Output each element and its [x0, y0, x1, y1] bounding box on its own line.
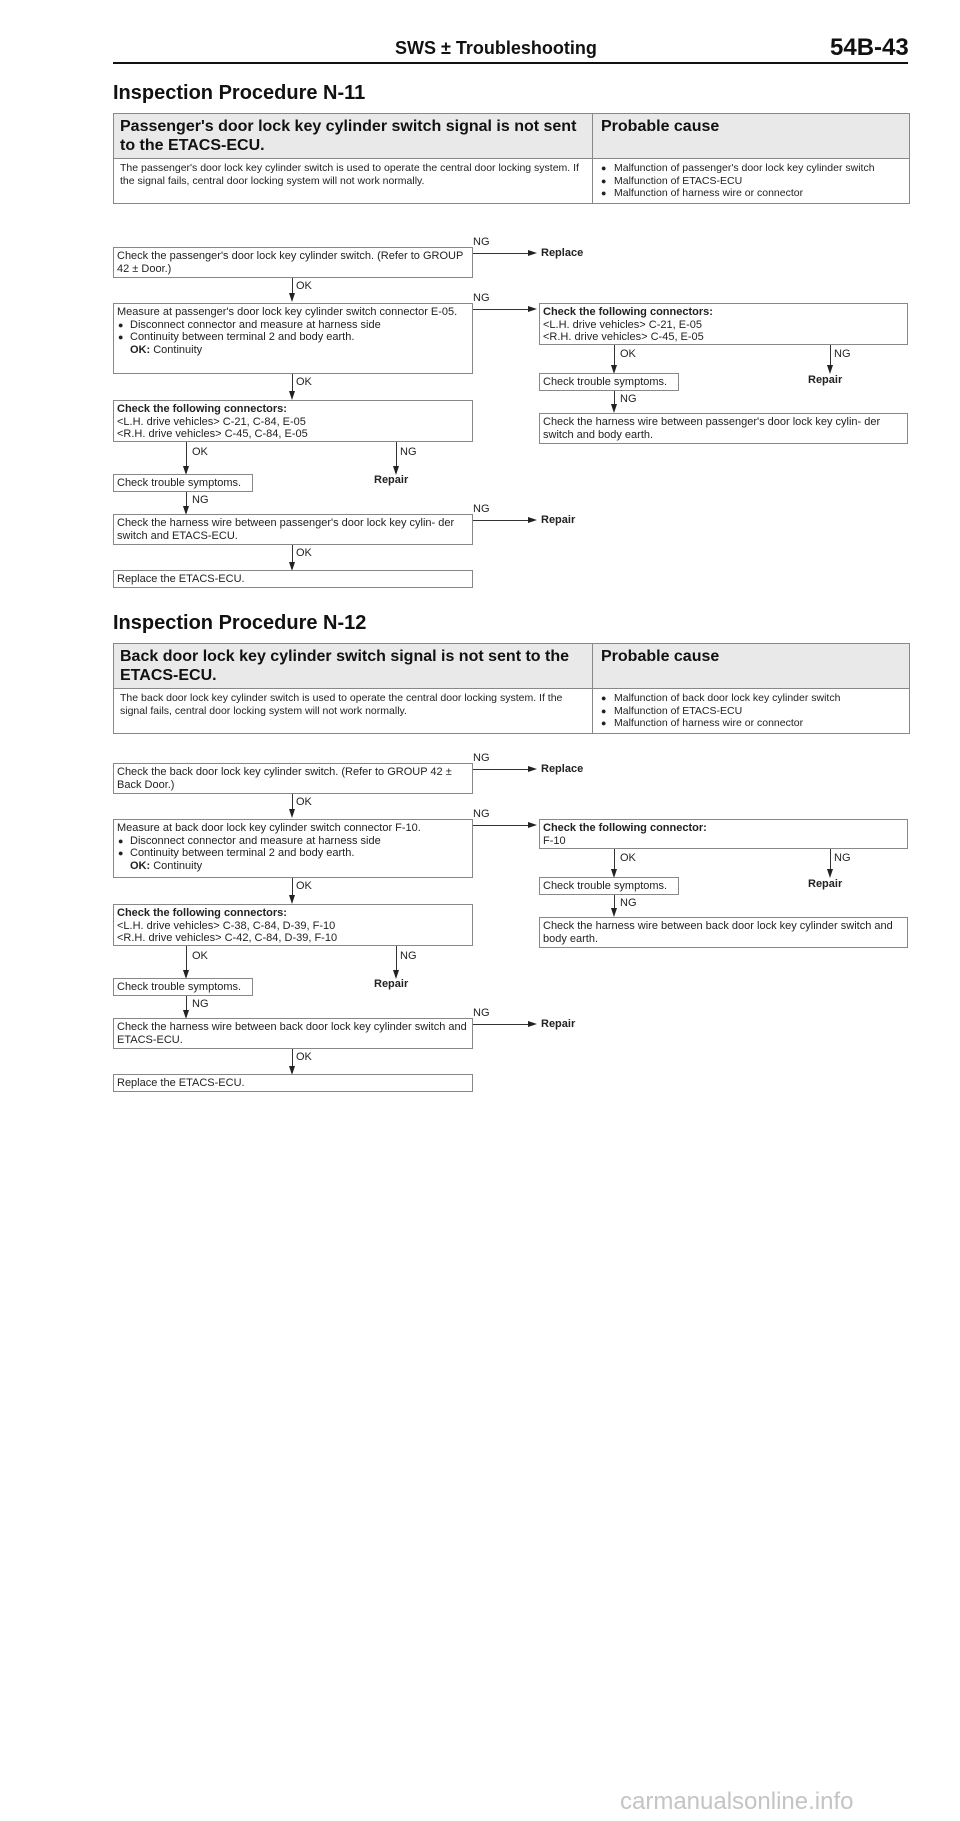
section-title-n11: Inspection Procedure N-11 — [113, 82, 366, 104]
n12-step-measure — [113, 819, 473, 878]
n12-step-replace-ecu: Replace the ETACS-ECU. — [113, 1074, 473, 1092]
arrow-right-icon — [528, 250, 537, 256]
n11-measure-bullet: ● Disconnect connector and measure at harness side — [117, 319, 469, 332]
flow-line — [473, 309, 530, 310]
n12-repair-result: Repair — [541, 1018, 576, 1030]
flow-line — [473, 825, 530, 826]
n12-replace-result: Replace — [541, 763, 584, 775]
ok-criterion-value: Continuity — [153, 859, 203, 872]
ng-label: NG — [473, 292, 490, 304]
arrow-down-icon — [289, 391, 295, 400]
n11-measure-text: Measure at passenger's door lock key cylinder switch connector E-05. — [117, 306, 458, 318]
connectors-line: F-10 — [543, 834, 566, 847]
ok-label: OK — [296, 880, 312, 892]
ok-criterion-label: OK: — [130, 859, 151, 872]
connectors-rh: <R.H. drive vehicles> C-45, C-84, E-05 — [117, 428, 308, 440]
ng-label: NG — [620, 897, 637, 909]
arrow-right-icon — [528, 517, 537, 523]
n11-step-check-connectors — [113, 400, 473, 442]
n12-causes — [601, 692, 901, 730]
n11-step-check-symptoms: Check trouble symptoms. — [113, 474, 253, 492]
arrow-down-icon — [827, 869, 833, 878]
ok-label: OK — [192, 446, 208, 458]
ng-label: NG — [192, 998, 209, 1010]
n11-cause-table — [113, 113, 910, 204]
n12-step-check-connectors — [113, 904, 473, 946]
ok-label: OK — [296, 376, 312, 388]
header-rule — [113, 62, 908, 64]
n12-cause-table — [113, 643, 910, 734]
ok-label: OK — [296, 280, 312, 292]
flow-line — [473, 769, 530, 770]
ng-label: NG — [473, 1007, 490, 1019]
flow-line — [614, 849, 615, 871]
n12-rstep-check-connector — [539, 819, 908, 849]
ng-label: NG — [400, 950, 417, 962]
arrow-down-icon — [289, 809, 295, 818]
n12-measure-bullet: ● Continuity between terminal 2 and body earth. — [117, 847, 469, 860]
ng-label: NG — [473, 236, 490, 248]
n11-repair-result: Repair — [808, 374, 843, 386]
connectors-title: Check the following connectors: — [543, 306, 713, 318]
n11-rstep-check-symptoms: Check trouble symptoms. — [539, 373, 679, 391]
ng-label: NG — [473, 752, 490, 764]
ng-label: NG — [192, 494, 209, 506]
n11-cause-item: ● Malfunction of ETACS-ECU — [601, 175, 901, 188]
ok-criterion-value: Continuity — [153, 343, 203, 356]
flow-line — [614, 345, 615, 367]
n11-repair-result: Repair — [541, 514, 576, 526]
n12-step-check-harness: Check the harness wire between back door lock key cylinder switch and ETACS-ECU. — [113, 1018, 473, 1049]
arrow-down-icon — [289, 293, 295, 302]
n12-measure-bullet: ● Disconnect connector and measure at harness side — [117, 835, 469, 848]
flow-line — [830, 345, 831, 367]
connectors-lh: <L.H. drive vehicles> C-21, C-84, E-05 — [117, 415, 306, 428]
ng-label: NG — [400, 446, 417, 458]
n11-rstep-check-connectors — [539, 303, 908, 345]
n12-cause-item: ● Malfunction of back door lock key cylinder switch — [601, 692, 901, 705]
n11-causes — [601, 162, 901, 200]
connectors-lh: <L.H. drive vehicles> C-38, C-84, D-39, F-10 — [117, 919, 336, 932]
n11-measure-bullet: ● Continuity between terminal 2 and body earth. — [117, 331, 469, 344]
ok-criterion-label: OK: — [130, 343, 151, 356]
ok-label: OK — [296, 547, 312, 559]
flow-line — [473, 1024, 530, 1025]
flow-line — [396, 442, 397, 468]
ng-label: NG — [834, 348, 851, 360]
n11-cause-item: ● Malfunction of harness wire or connector — [601, 187, 901, 200]
arrow-right-icon — [528, 766, 537, 772]
n11-cause-heading: Probable cause — [601, 118, 720, 135]
n11-step-measure — [113, 303, 473, 374]
section-title-n12: Inspection Procedure N-12 — [113, 612, 367, 634]
ok-label: OK — [296, 796, 312, 808]
n12-cause-heading: Probable cause — [601, 648, 720, 665]
flow-line — [830, 849, 831, 871]
connectors-lh: <L.H. drive vehicles> C-21, E-05 — [543, 318, 702, 331]
connectors-rh: <R.H. drive vehicles> C-42, C-84, D-39, F-10 — [117, 932, 338, 944]
n11-repair-result: Repair — [374, 474, 409, 486]
page-header-title: SWS ± Troubleshooting — [395, 38, 597, 58]
ng-label: NG — [473, 808, 490, 820]
flow-line — [396, 946, 397, 972]
connectors-title: Check the following connectors: — [117, 403, 287, 415]
flow-line — [473, 253, 530, 254]
n12-step-check-switch: Check the back door lock key cylinder switch. (Refer to GROUP 42 ± Back Door.) — [113, 763, 473, 794]
n11-step-replace-ecu: Replace the ETACS-ECU. — [113, 570, 473, 588]
flow-line — [186, 442, 187, 468]
flow-line — [186, 946, 187, 972]
arrow-right-icon — [528, 822, 537, 828]
ok-label: OK — [620, 852, 636, 864]
n12-rstep-check-symptoms: Check trouble symptoms. — [539, 877, 679, 895]
ng-label: NG — [834, 852, 851, 864]
n11-cause-item: ● Malfunction of passenger's door lock key cylinder switch — [601, 162, 901, 175]
ok-label: OK — [192, 950, 208, 962]
arrow-down-icon — [611, 404, 617, 413]
n11-description: The passenger's door lock key cylinder switch is used to operate the central door locking system. If the signal fails, central door locking system will not work normally. — [114, 159, 593, 203]
n12-repair-result: Repair — [374, 978, 409, 990]
n12-cause-item: ● Malfunction of ETACS-ECU — [601, 705, 901, 718]
n11-replace-result: Replace — [541, 247, 584, 259]
n12-step-check-symptoms: Check trouble symptoms. — [113, 978, 253, 996]
ng-label: NG — [473, 503, 490, 515]
n11-step-check-harness: Check the harness wire between passenger's door lock key cylin- der switch and ETACS-ECU. — [113, 514, 473, 545]
arrow-down-icon — [827, 365, 833, 374]
n12-symptom: Back door lock key cylinder switch signal is not sent to the ETACS-ECU. — [114, 644, 593, 688]
arrow-down-icon — [611, 908, 617, 917]
page-number: 54B-43 — [830, 34, 909, 61]
flow-line — [473, 520, 530, 521]
connectors-title: Check the following connector: — [543, 822, 707, 834]
n11-step-check-switch: Check the passenger's door lock key cylinder switch. (Refer to GROUP 42 ± Door.) — [113, 247, 473, 278]
watermark: carmanualsonline.info — [620, 1788, 854, 1815]
ok-label: OK — [620, 348, 636, 360]
n11-rstep-check-harness: Check the harness wire between passenger's door lock key cylin- der switch and body earth. — [539, 413, 908, 444]
arrow-right-icon — [528, 1021, 537, 1027]
connectors-title: Check the following connectors: — [117, 907, 287, 919]
arrow-down-icon — [289, 895, 295, 904]
n11-symptom: Passenger's door lock key cylinder switch signal is not sent to the ETACS-ECU. — [114, 114, 593, 158]
n12-rstep-check-harness: Check the harness wire between back door lock key cylinder switch and body earth. — [539, 917, 908, 948]
ng-label: NG — [620, 393, 637, 405]
connectors-rh: <R.H. drive vehicles> C-45, E-05 — [543, 331, 704, 343]
n12-measure-text: Measure at back door lock key cylinder switch connector F-10. — [117, 822, 421, 834]
n12-repair-result: Repair — [808, 878, 843, 890]
n12-description: The back door lock key cylinder switch is used to operate the central door locking system. If the signal fails, central door locking system will not work normally. — [114, 689, 593, 733]
ok-label: OK — [296, 1051, 312, 1063]
n12-cause-item: ● Malfunction of harness wire or connector — [601, 717, 901, 730]
arrow-right-icon — [528, 306, 537, 312]
